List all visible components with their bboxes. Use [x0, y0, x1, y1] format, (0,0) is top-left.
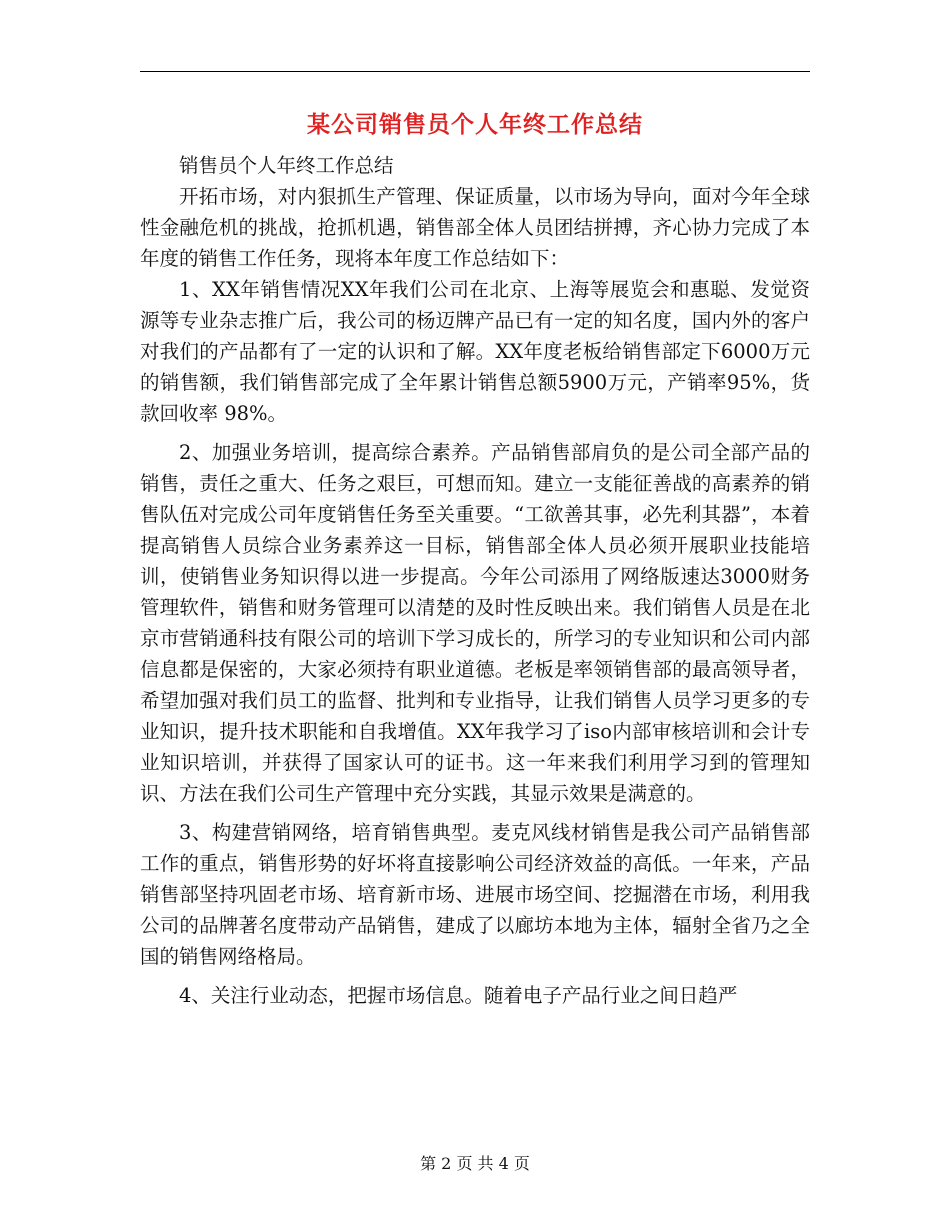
subtitle-paragraph: 销售员个人年终工作总结 — [179, 154, 394, 177]
page-number-footer: 第 2 页 共 4 页 — [420, 1154, 530, 1173]
document-title: 某公司销售员个人年终工作总结 — [307, 111, 643, 138]
section-3-paragraph: 3、构建营销网络，培育销售典型。麦克风线材销售是我公司产品销售部工作的重点，销售形势的好坏将直接影响公司经济效益的高低。一年来，产品销售部坚持巩固老市场、培育新市场、进展市场空间、挖掘潜在市场，利用我公司的品牌著名度带动产品销售，建成了以廊坊本地为主体，辐射全省乃之全国的销售网络格局。 — [140, 821, 810, 968]
section-2-paragraph: 2、加强业务培训，提高综合素养。产品销售部肩负的是公司全部产品的销售，责任之重大、任务之艰巨，可想而知。建立一支能征善战的高素养的销售队伍对完成公司年度销售任务至关重要。“工欲善其事，必先利其器”，本着提高销售人员综合业务素养这一目标，销售部全体人员必须开展职业技能培训，使销售业务知识得以进一步提高。今年公司添用了网络版速达3000财务管理软件，销售和财务管理可以清楚的及时性反映出来。我们销售人员是在北京市营销通科技有限公司的培训下学习成长的，所学习的专业知识和公司内部信息都是保密的，大家必须持有职业道德。老板是率领销售部的最高领导者，希望加强对我们员工的监督、批判和专业指导，让我们销售人员学习更多的专业知识，提升技术职能和自我增值。XX年我学习了iso内部审核培训和会计专业知识培训，并获得了国家认可的证书。这一年来我们利用学习到的管理知识、方法在我们公司生产管理中充分实践，其显示效果是满意的。 — [140, 441, 810, 805]
intro-paragraph: 开拓市场，对内狠抓生产管理、保证质量，以市场为导向，面对今年全球性金融危机的挑战，抢抓机遇，销售部全体人员团结拼搏，齐心协力完成了本年度的销售工作任务，现将本年度工作总结如下： — [140, 185, 810, 270]
header-rule — [140, 71, 810, 72]
document-body — [140, 150, 810, 1011]
section-4-paragraph: 4、关注行业动态，把握市场信息。随着电子产品行业之间日趋严 — [179, 984, 738, 1007]
section-1-paragraph: 1、XX年销售情况XX年我们公司在北京、上海等展览会和惠聪、发觉资源等专业杂志推广后，我公司的杨迈牌产品已有一定的知名度，国内外的客户对我们的产品都有了一定的认识和了解。XX年度老板给销售部定下6000万元的销售额，我们销售部完成了全年累计销售总额5900万元，产销率95%，货款回收率 98%。 — [140, 278, 810, 425]
